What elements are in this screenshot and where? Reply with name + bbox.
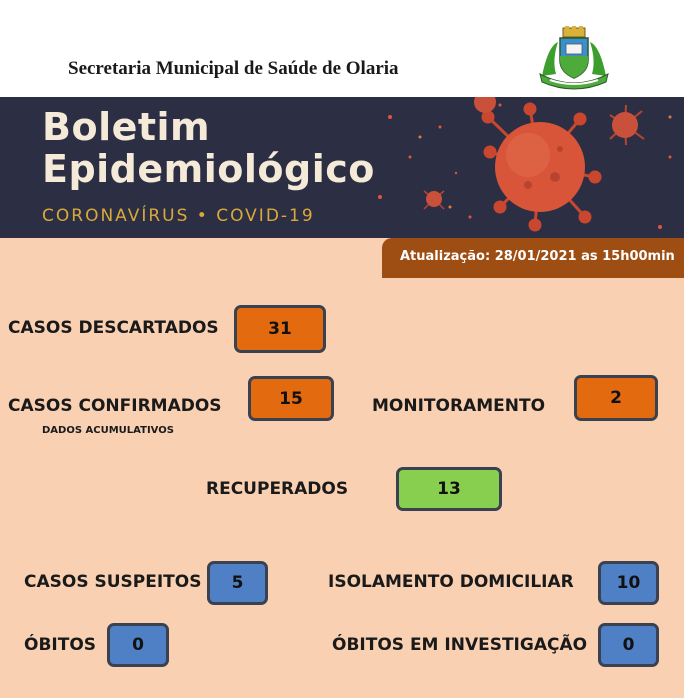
monitoramento-value: 2 bbox=[574, 375, 658, 421]
banner-title-line2: Epidemiológico bbox=[42, 147, 375, 191]
suspeitos-label: CASOS SUSPEITOS bbox=[24, 572, 202, 592]
recuperados-value: 13 bbox=[396, 467, 502, 511]
obitos-investigacao-value: 0 bbox=[598, 623, 659, 667]
monitoramento-label: MONITORAMENTO bbox=[372, 396, 546, 416]
coronavirus-illustration-icon bbox=[360, 97, 684, 238]
update-text: Atualização: 28/01/2021 as 15h00min bbox=[400, 249, 675, 264]
suspeitos-value: 5 bbox=[207, 561, 268, 605]
obitos-investigacao-label: ÓBITOS EM INVESTIGAÇÃO bbox=[332, 635, 588, 655]
banner bbox=[0, 97, 684, 238]
isolamento-value: 10 bbox=[598, 561, 659, 605]
isolamento-label: ISOLAMENTO DOMICILIAR bbox=[328, 572, 574, 592]
banner-title-line1: Boletim bbox=[42, 105, 211, 149]
descartados-value: 31 bbox=[234, 305, 326, 353]
obitos-value: 0 bbox=[107, 623, 169, 667]
banner-subtitle: CORONAVÍRUS • COVID-19 bbox=[42, 206, 315, 226]
header bbox=[0, 0, 684, 97]
descartados-label: CASOS DESCARTADOS bbox=[8, 318, 219, 338]
confirmados-label: CASOS CONFIRMADOS bbox=[8, 396, 222, 416]
confirmados-value: 15 bbox=[248, 376, 334, 421]
header-title: Secretaria Municipal de Saúde de Olaria bbox=[68, 58, 399, 79]
recuperados-label: RECUPERADOS bbox=[206, 479, 349, 499]
update-bar bbox=[382, 238, 684, 278]
municipal-crest-icon bbox=[536, 26, 612, 92]
obitos-label: ÓBITOS bbox=[24, 635, 97, 655]
confirmados-sublabel: DADOS ACUMULATIVOS bbox=[42, 425, 174, 436]
stats-panel bbox=[0, 238, 684, 698]
